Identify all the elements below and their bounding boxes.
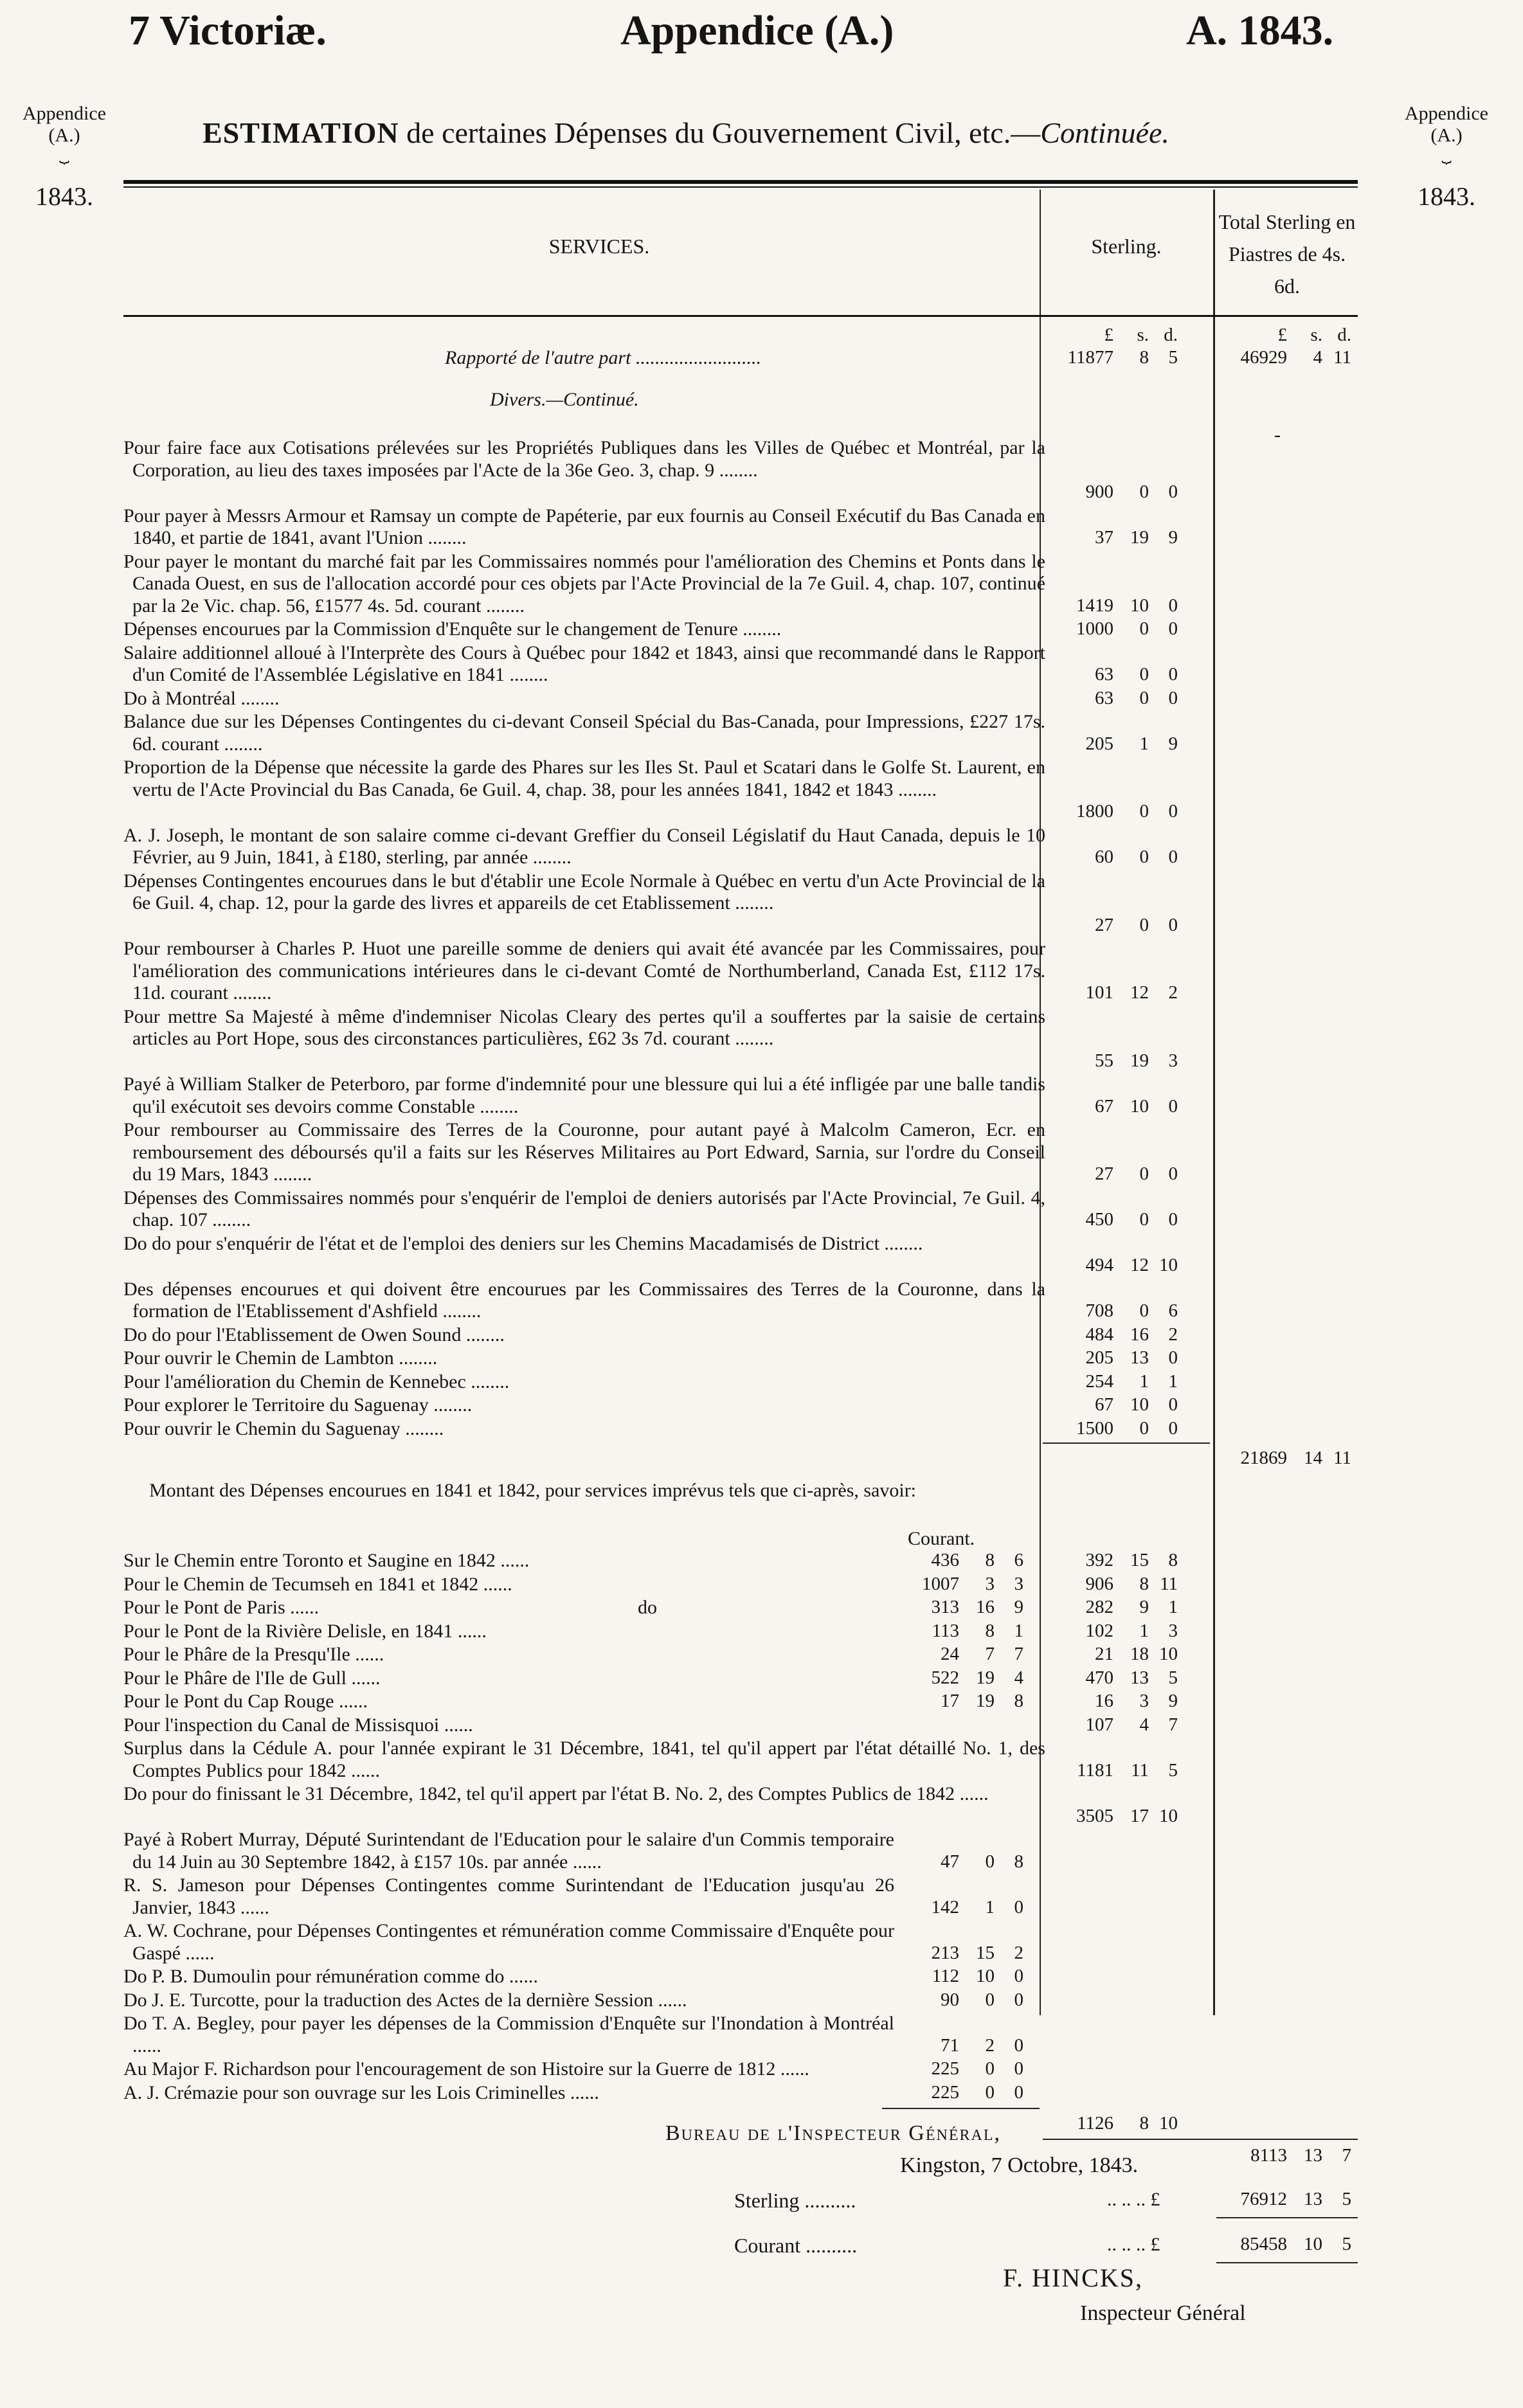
part2-text: Pour le Phâre de la Presqu'Ile ...... bbox=[123, 1644, 384, 1665]
item-text: Dépenses des Commissaires nommés pour s'enquérir de l'emploi de deniers autorisés par l'Acte Provincial, 7e Guil. 4, chap. 107 ........ bbox=[123, 1187, 1045, 1230]
margin-label: Appendice bbox=[1405, 103, 1488, 124]
item-amount: 254 1 1 bbox=[1085, 1370, 1178, 1392]
part2-courant: 436 8 6 bbox=[931, 1550, 1023, 1570]
item-amount: 63 0 0 bbox=[1095, 664, 1178, 685]
item-amount: 37 19 9 bbox=[1095, 527, 1178, 548]
item-amount: 1000 0 0 bbox=[1076, 618, 1178, 639]
part2-courant: 313 16 9 bbox=[931, 1597, 1023, 1617]
do-mark: do bbox=[638, 1597, 657, 1618]
part2-text: Pour le Chemin de Tecumseh en 1841 et 1842 ...... bbox=[123, 1573, 512, 1595]
total-pound-mark: .. .. .. £ bbox=[1107, 2234, 1160, 2255]
item-text: Des dépenses encourues et qui doivent être encourues par les Commissaires des Terres de la Couronne, dans la formation de l'Etablissement d'Ashfield ........ bbox=[123, 1278, 1045, 1322]
item-text: Pour rembourser à Charles P. Huot une pareille somme de deniers qui avait été avancée par les Commissaires, pour l'amélioration des communications intérieures dans le ci-devant Comté de Northumberland, Canada Est, £112 17s. 11d. courant ........ bbox=[123, 938, 1045, 1003]
total-label: Courant .......... bbox=[734, 2234, 858, 2257]
title-rule-thin bbox=[123, 186, 1358, 188]
title-lead: ESTIMATION bbox=[203, 116, 399, 149]
part2-courant: 17 19 8 bbox=[941, 1691, 1023, 1711]
margin-year: 1843. bbox=[35, 182, 93, 211]
item-amount: 55 19 3 bbox=[1095, 1050, 1178, 1071]
office-text: Bureau de l'Inspecteur Général, bbox=[665, 2121, 1002, 2145]
title-rule-thick bbox=[123, 180, 1358, 184]
item-text: Do à Montréal ........ bbox=[123, 687, 280, 709]
part2-sterling: 3505 17 10 bbox=[1076, 1805, 1178, 1826]
item-amount: 708 0 6 bbox=[1085, 1300, 1178, 1321]
courant-header: Courant. bbox=[908, 1528, 975, 1549]
item-amount: 67 10 0 bbox=[1095, 1095, 1178, 1117]
item-amount: 27 0 0 bbox=[1095, 1164, 1178, 1184]
item-amount: 60 0 0 bbox=[1095, 847, 1178, 867]
item-text: Pour payer à Messrs Armour et Ramsay un compte de Papéterie, par eux fournis au Conseil Exécutif du Bas Canada en 1840, et partie de 1841, avant l'Union ........ bbox=[123, 505, 1045, 548]
margin-label: Appendice bbox=[23, 103, 106, 124]
total-value: 85458 10 5 bbox=[1240, 2234, 1351, 2254]
subtotal-sterling-2: 1126 8 10 bbox=[1077, 2113, 1178, 2134]
brought-forward-sterling: 11877 8 5 bbox=[1067, 347, 1178, 368]
subtotal-2: 8113 13 7 bbox=[1250, 2145, 1351, 2166]
part2-sterling: 107 4 7 bbox=[1085, 1714, 1178, 1735]
part2-intro: Montant des Dépenses encourues en 1841 et 1842, pour services imprévus tels que ci-après, savoir: bbox=[149, 1480, 917, 1501]
footer-office bbox=[665, 2121, 1001, 2146]
item-text: Dépenses encourues par la Commission d'Enquête sur le changement de Tenure ........ bbox=[123, 618, 782, 640]
part2-text: Pour le Phâre de l'Ile de Gull ...... bbox=[123, 1667, 381, 1689]
item-text: Proportion de la Dépense que nécessite la garde des Phares sur les Iles St. Paul et Scatari dans le Golfe St. Laurent, en vertu de l'Acte Provincial du Bas Canada, 6e Guil. 4, chap. 38, pour les années 1841, 1842 et 1843 ........ bbox=[123, 757, 1045, 800]
part2-sterling: 282 9 1 bbox=[1085, 1597, 1178, 1617]
total-pound-mark: .. .. .. £ bbox=[1107, 2189, 1160, 2210]
part2-courant: 47 0 8 bbox=[941, 1851, 1023, 1872]
item-text: Dépenses Contingentes encourues dans le but d'établir une Ecole Normale à Québec en vertu d'un Acte Provincial de la 6e Guil. 4, chap. 12, pour la garde des livres et appareils de cet Etablissement ........ bbox=[123, 870, 1045, 913]
item-text: Pour l'amélioration du Chemin de Kennebec ........ bbox=[123, 1370, 510, 1392]
part2-text: A. W. Cochrane, pour Dépenses Contingentes et rémunération comme Commissaire d'Enquête pour Gaspé ...... bbox=[123, 1920, 894, 1964]
item-text: Pour ouvrir le Chemin du Saguenay ........ bbox=[123, 1417, 444, 1439]
item-text: Salaire additionnel alloué à l'Interprète des Cours à Québec pour 1842 et 1843, ainsi que recommandé dans le Rapport d'un Comité de l'Assemblée Législative en 1841 ........ bbox=[123, 642, 1045, 685]
title-italic: Continuée. bbox=[1040, 116, 1169, 149]
part2-sterling: 1181 11 5 bbox=[1077, 1759, 1178, 1781]
unit-header-sterling: £ s. d. bbox=[1104, 325, 1178, 345]
part2-text: Do P. B. Dumoulin pour rémunération comme do ...... bbox=[123, 1966, 538, 1987]
part2-courant: 142 1 0 bbox=[931, 1896, 1023, 1918]
item-amount: 900 0 0 bbox=[1085, 481, 1178, 502]
item-text: Do do pour s'enquérir de l'état et de l'emploi des deniers sur les Chemins Macadamisés de District ........ bbox=[123, 1232, 923, 1254]
item-amount: 450 0 0 bbox=[1085, 1209, 1178, 1230]
brought-forward-total: 46929 4 11 bbox=[1240, 347, 1351, 368]
brought-forward-label: Rapporté de l'autre part .......................... bbox=[445, 347, 761, 368]
item-text: Balance due sur les Dépenses Contingentes du ci-devant Conseil Spécial du Bas-Canada, pour Impressions, £227 17s. 6d. courant ........ bbox=[123, 711, 1045, 755]
item-text: Payé à William Stalker de Peterboro, par forme d'indemnité pour une blessure qui lui a été infligée par une balle tandis qu'il exécutoit ses devoirs comme Constable ........ bbox=[123, 1074, 1045, 1117]
part2-text: Do J. E. Turcotte, pour la traduction des Actes de la dernière Session ...... bbox=[123, 1989, 687, 2011]
subtotal-1: 21869 14 11 bbox=[1240, 1448, 1351, 1468]
part2-text: Au Major F. Richardson pour l'encouragement de son Histoire sur la Guerre de 1812 ...... bbox=[123, 2058, 809, 2080]
margin-year: 1843. bbox=[1418, 182, 1475, 211]
part2-courant: 522 19 4 bbox=[931, 1667, 1023, 1688]
part2-courant: 225 0 0 bbox=[931, 2058, 1023, 2079]
part2-text: Pour le Pont de Paris ...... bbox=[123, 1597, 320, 1618]
item-amount: 484 16 2 bbox=[1085, 1324, 1178, 1345]
header-right: A. 1843. bbox=[1186, 7, 1334, 54]
subtotal-rule bbox=[1043, 1442, 1210, 1444]
item-text: Pour explorer le Territoire du Saguenay ........ bbox=[123, 1394, 473, 1415]
total-label: Sterling .......... bbox=[734, 2189, 856, 2212]
brace-glyph: ⏟ bbox=[59, 145, 69, 163]
header-center: Appendice (A.) bbox=[620, 7, 894, 54]
total-value: 76912 13 5 bbox=[1240, 2189, 1351, 2209]
col-total: Total Sterling en Piastres de 4s. 6d. bbox=[1218, 210, 1356, 298]
header-left: 7 Victoriæ. bbox=[129, 7, 327, 54]
footer-signature: F. HINCKS, bbox=[1003, 2263, 1143, 2292]
item-amount: 1800 0 0 bbox=[1076, 801, 1178, 822]
part2-text: Pour l'inspection du Canal de Missisquoi ...... bbox=[123, 1714, 473, 1736]
item-text: Pour faire face aux Cotisations prélevées sur les Propriétés Publiques dans les Villes de Québec et Montréal, par la Corporation, au lieu des taxes imposées par l'Acte de la 36e Geo. 3, chap. 9 ........ bbox=[123, 437, 1045, 481]
item-text: Pour ouvrir le Chemin de Lambton ........ bbox=[123, 1347, 438, 1369]
footer-role: Inspecteur Général bbox=[1080, 2301, 1246, 2325]
item-text: Do do pour l'Etablissement de Owen Sound ........ bbox=[123, 1324, 505, 1345]
subtotal-rule bbox=[882, 2108, 1040, 2109]
part2-text: Surplus dans la Cédule A. pour l'année expirant le 31 Décembre, 1841, tel qu'il appert par l'état détaillé No. 1, des Comptes Publics pour 1842 ...... bbox=[123, 1738, 1045, 1781]
item-amount: 1419 10 0 bbox=[1076, 595, 1178, 616]
part2-courant: 90 0 0 bbox=[941, 1989, 1023, 2010]
part2-text: Payé à Robert Murray, Député Surintendant de l'Education pour le salaire d'un Commis temporaire du 14 Juin au 30 Septembre 1842, à £157 10s. par année ...... bbox=[123, 1829, 894, 1873]
total-rule bbox=[1216, 2217, 1358, 2218]
part2-courant: 225 0 0 bbox=[931, 2081, 1023, 2103]
part2-sterling: 392 15 8 bbox=[1085, 1550, 1178, 1570]
item-text: A. J. Joseph, le montant de son salaire comme ci-devant Greffier du Conseil Législatif du Haut Canada, depuis le 10 Février, au 9 Juin, 1841, à £180, sterling, par année ........ bbox=[123, 824, 1045, 868]
part2-courant: 112 10 0 bbox=[932, 1966, 1023, 1986]
part2-text: Pour le Pont de la Rivière Delisle, en 1841 ...... bbox=[123, 1620, 487, 1642]
col-services: SERVICES. bbox=[548, 235, 650, 258]
part2-text: A. J. Crémazie pour son ouvrage sur les Lois Criminelles ...... bbox=[123, 2081, 599, 2103]
item-text: Pour payer le montant du marché fait par les Commissaires nommés pour l'amélioration des Chemins et Ponts dans le Canada Ouest, en sus de l'allocation accordé pour ces objets par l'Acte Provincial de la 7e Guil. 4, chap. 107, continué par la 2e Vic. chap. 56, £1577 4s. 5d. courant ........ bbox=[123, 550, 1045, 616]
part2-courant: 24 7 7 bbox=[941, 1644, 1023, 1664]
part2-text: Do T. A. Begley, pour payer les dépenses de la Commission d'Enquête sur l'Inondation à Montréal ...... bbox=[123, 2013, 894, 2056]
page-title bbox=[203, 116, 1169, 150]
item-amount: 494 12 10 bbox=[1085, 1255, 1178, 1275]
total-rule bbox=[1216, 2262, 1358, 2263]
col-sterling: Sterling. bbox=[1091, 235, 1162, 258]
item-amount: 67 10 0 bbox=[1095, 1394, 1178, 1415]
item-amount: 205 1 9 bbox=[1085, 733, 1178, 754]
part2-sterling: 906 8 11 bbox=[1085, 1573, 1178, 1594]
item-amount: 101 12 2 bbox=[1085, 982, 1178, 1003]
brace-glyph: ⏟ bbox=[1441, 145, 1452, 163]
item-text: Pour mettre Sa Majesté à même d'indemniser Nicolas Cleary des pertes qu'il a souffertes par la saisie de certains articles au Port Hope, sous des circonstances particulières, £62 3s 7d. courant ........ bbox=[123, 1005, 1045, 1049]
margin-sub: (A.) bbox=[1430, 125, 1463, 146]
item-text: Pour rembourser au Commissaire des Terres de la Couronne, pour autant payé à Malcolm Cameron, Ecr. en remboursement des déboursés qu'il a faits sur les Réserves Militaires au Port Edward, Sarnia, sur l'ordre du Conseil du 19 Mars, 1843 ........ bbox=[123, 1119, 1045, 1185]
part2-sterling: 16 3 9 bbox=[1095, 1691, 1178, 1711]
item-amount: 1500 0 0 bbox=[1076, 1417, 1178, 1439]
part2-courant: 113 8 1 bbox=[932, 1620, 1023, 1641]
footer-place: Kingston, 7 Octobre, 1843. bbox=[900, 2153, 1139, 2177]
item-amount: 27 0 0 bbox=[1095, 914, 1178, 935]
margin-right bbox=[1382, 103, 1511, 211]
item-amount: 63 0 0 bbox=[1095, 687, 1178, 708]
part2-courant: 71 2 0 bbox=[941, 2035, 1023, 2056]
dash-mark: - bbox=[1274, 424, 1281, 445]
part2-courant: 1007 3 3 bbox=[922, 1573, 1023, 1594]
part2-text: Pour le Pont du Cap Rouge ...... bbox=[123, 1691, 368, 1712]
part2-text: R. S. Jameson pour Dépenses Contingentes comme Surintendant de l'Education jusqu'au 26 Janvier, 1843 ...... bbox=[123, 1874, 894, 1918]
part2-sterling: 470 13 5 bbox=[1085, 1667, 1178, 1688]
part2-courant: 213 15 2 bbox=[931, 1942, 1023, 1963]
part2-sterling: 21 18 10 bbox=[1095, 1644, 1178, 1664]
section-title: Divers.—Continué. bbox=[490, 389, 639, 410]
subtotal-rule bbox=[1043, 2139, 1358, 2140]
part2-sterling: 102 1 3 bbox=[1085, 1620, 1178, 1641]
title-rest: de certaines Dépenses du Gouvernement Civil, etc.— bbox=[406, 116, 1041, 149]
unit-header-total: £ s. d. bbox=[1277, 325, 1351, 345]
item-amount: 205 13 0 bbox=[1085, 1347, 1178, 1368]
margin-sub: (A.) bbox=[48, 125, 80, 146]
part2-text: Do pour do finissant le 31 Décembre, 1842, tel qu'il appert par l'état B. No. 2, des Comptes Publics de 1842 ...... bbox=[123, 1783, 989, 1804]
margin-left bbox=[0, 103, 129, 211]
part2-text: Sur le Chemin entre Toronto et Saugine en 1842 ...... bbox=[123, 1550, 530, 1571]
